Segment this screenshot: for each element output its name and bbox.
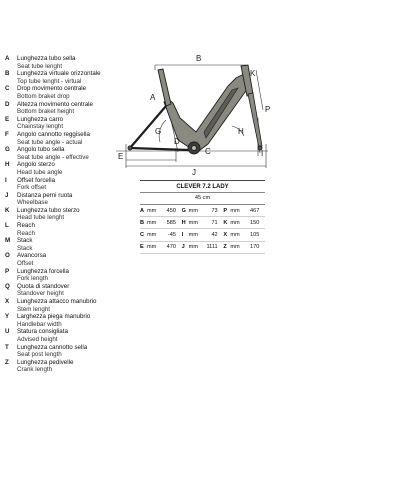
legend-letter: B — [5, 70, 10, 78]
legend-english-label: Bottom braket height — [17, 108, 75, 116]
legend-italian-label: Stack — [17, 237, 33, 245]
legend-italian-label: Lunghezza tubo sella — [17, 55, 76, 62]
cell-unit: mm — [188, 219, 198, 226]
legend-english-label: Seat tube angle - effective — [17, 153, 89, 161]
legend-letter: L — [5, 222, 9, 230]
table-row — [140, 229, 265, 241]
cell-letter: E — [140, 244, 144, 251]
legend-letter: M — [5, 237, 11, 245]
cell-unit: mm — [147, 219, 157, 226]
cell-unit: mm — [188, 244, 198, 251]
legend-italian-label: Offset forcella — [17, 176, 56, 184]
legend-text — [17, 237, 32, 252]
legend-letter: J — [5, 191, 9, 199]
legend-letter: C — [5, 85, 10, 93]
legend-item — [5, 252, 130, 267]
legend-text — [17, 268, 69, 283]
legend-text — [17, 146, 89, 161]
label-g: G — [155, 127, 162, 136]
legend-text — [17, 313, 90, 328]
legend-english-label: Fork offset — [17, 184, 47, 192]
legend-text — [17, 116, 63, 131]
bike-geometry-diagram — [108, 48, 283, 178]
legend-english-label: Chainstay lenght — [17, 123, 64, 131]
legend-letter: K — [5, 206, 10, 214]
legend-text — [17, 222, 35, 237]
cell-letter: Z — [223, 244, 227, 251]
bike-frame — [128, 65, 262, 154]
legend-text — [17, 207, 80, 222]
table-size: 45 cm — [194, 195, 211, 201]
cell-letter: I — [181, 231, 184, 238]
geometry-table — [140, 180, 265, 254]
legend-english-label: Seat tube angle - actual — [17, 138, 83, 146]
legend-letter: T — [5, 343, 9, 351]
seat-tube — [158, 69, 171, 106]
cell-value: 42 — [211, 231, 218, 238]
legend-english-label: Head tube lenght — [17, 214, 65, 222]
legend-english-label: Seat tube lenght — [17, 62, 63, 70]
legend-italian-label: Avancorsa — [17, 252, 47, 260]
legend-item — [5, 313, 130, 328]
cell-unit: mm — [230, 244, 240, 251]
legend-italian-label: Angolo sterzo — [17, 161, 55, 169]
legend-italian-label: Reach — [17, 222, 35, 230]
legend-letter: E — [5, 115, 10, 123]
legend-text — [17, 328, 68, 343]
table-cell — [140, 220, 182, 226]
legend-item — [5, 192, 130, 207]
table-cell — [182, 244, 224, 250]
legend-text — [17, 161, 62, 176]
legend-text — [17, 131, 90, 146]
legend-italian-label: Drop movimento centrale — [17, 85, 87, 93]
table-row — [140, 242, 265, 254]
cell-unit: mm — [188, 207, 198, 214]
legend-italian-label: Angolo cannotto reggisella — [17, 130, 90, 138]
legend-italian-label: Distanza perni ruota — [17, 191, 73, 199]
bottom-bracket-center — [192, 146, 197, 151]
legend-item — [5, 344, 130, 359]
legend-item — [5, 359, 130, 374]
legend-text — [17, 252, 46, 267]
legend-letter: D — [5, 100, 10, 108]
legend-letter: Z — [5, 358, 9, 366]
cell-value: 105 — [250, 231, 260, 238]
cell-value: 585 — [166, 219, 176, 226]
legend-italian-label: Lunghezza pedivelle — [17, 358, 74, 366]
legend-english-label: Top tube lenght - virtual — [17, 77, 82, 85]
legend-item — [5, 222, 130, 237]
legend-english-label: Bottom braket drop — [17, 92, 70, 100]
cell-letter: A — [140, 207, 145, 214]
cell-unit: mm — [230, 231, 240, 238]
legend-letter: Y — [5, 313, 10, 321]
legend-english-label: Advised height — [17, 335, 58, 343]
cell-letter: X — [223, 231, 228, 238]
legend-text — [17, 298, 96, 313]
legend-letter: X — [5, 298, 10, 305]
legend-english-label: Fork length — [17, 275, 48, 283]
table-cell — [182, 208, 224, 214]
legend-letter: H — [5, 161, 10, 169]
legend-italian-label: Lunghezza tubo sterzo — [17, 206, 80, 214]
legend-italian-label: Larghezza piega manubrio — [17, 313, 91, 321]
legend-letter: I — [5, 176, 7, 184]
cell-unit: mm — [147, 244, 157, 251]
legend-text — [17, 359, 73, 374]
legend-letter: O — [5, 252, 10, 260]
cell-letter: P — [223, 207, 228, 214]
label-k: K — [250, 69, 256, 78]
cell-letter: C — [140, 231, 145, 238]
legend-english-label: Offset — [17, 260, 34, 268]
table-cell — [223, 244, 265, 250]
legend-text — [17, 55, 75, 70]
cell-value: 73 — [211, 207, 218, 214]
label-j: J — [192, 168, 196, 177]
cell-value: -45 — [167, 231, 176, 238]
legend-english-label: Stack — [17, 244, 33, 252]
label-i: I — [261, 149, 264, 158]
legend-italian-label: Lunghezza forcella — [17, 267, 69, 275]
label-h: H — [238, 127, 244, 136]
legend-english-label: Standover height — [17, 290, 64, 298]
legend-english-label: Handlebar width — [17, 320, 62, 328]
table-cell — [140, 244, 182, 250]
legend-item — [5, 237, 130, 252]
legend-italian-label: Lunghezza virtuale orizzontale — [17, 70, 101, 78]
legend-letter: U — [5, 328, 10, 336]
label-p: P — [265, 105, 271, 114]
cell-value: 450 — [166, 207, 176, 214]
rear-axle — [128, 146, 132, 150]
table-cell — [223, 232, 265, 238]
cell-unit: mm — [188, 231, 198, 238]
legend-item — [5, 283, 130, 298]
legend-item — [5, 207, 130, 222]
legend-item — [5, 328, 130, 343]
legend-text — [17, 283, 69, 298]
legend-text — [17, 101, 93, 116]
cell-letter: H — [181, 219, 186, 226]
label-d: D — [174, 137, 180, 146]
legend-item — [5, 298, 130, 313]
table-cell — [223, 220, 265, 226]
legend-letter: F — [5, 130, 9, 138]
fork — [248, 93, 262, 148]
legend-italian-label: Statura consigliata — [17, 328, 68, 336]
legend-letter: P — [5, 267, 10, 275]
cell-unit: mm — [230, 207, 240, 214]
table-cell — [182, 232, 224, 238]
cell-value: 467 — [250, 207, 260, 214]
legend-item — [5, 268, 130, 283]
cell-value: 470 — [166, 244, 176, 251]
cell-unit: mm — [147, 231, 157, 238]
table-cell — [182, 220, 224, 226]
cell-value: 1111 — [206, 244, 218, 251]
table-title: CLEVER 7.2 LADY — [176, 184, 229, 190]
legend-text — [17, 177, 55, 192]
legend-italian-label: Altezza movimento centrale — [17, 100, 94, 108]
legend-english-label: Wheelbase — [17, 199, 48, 207]
legend-english-label: Reach — [17, 229, 35, 237]
legend-italian-label: Angolo tubo sella — [17, 146, 65, 154]
legend-english-label: Seat post length — [17, 351, 62, 359]
legend-italian-label: Lunghezza cannotto sella — [17, 343, 88, 351]
legend-item — [5, 177, 130, 192]
legend-text — [17, 192, 72, 207]
table-cell — [223, 208, 265, 214]
legend-text — [17, 344, 87, 359]
legend-letter: G — [5, 146, 10, 154]
cell-value: 150 — [250, 219, 260, 226]
cell-value: 71 — [211, 219, 218, 226]
table-cell — [140, 232, 182, 238]
cell-letter: K — [223, 219, 228, 226]
table-body — [140, 205, 265, 254]
cell-unit: mm — [230, 219, 240, 226]
legend-italian-label: Lunghezza attacco manubrio — [17, 298, 97, 305]
label-b: B — [196, 54, 202, 63]
label-c: C — [205, 147, 211, 156]
cell-letter: J — [181, 244, 185, 251]
table-cell — [140, 208, 182, 214]
legend-italian-label: Lunghezza carro — [17, 115, 64, 123]
dim-line-p — [256, 70, 263, 110]
legend-english-label: Stem lenght — [17, 305, 51, 313]
table-row — [140, 205, 265, 217]
cell-letter: B — [140, 219, 145, 226]
legend-italian-label: Quota di standover — [17, 282, 70, 290]
label-a: A — [150, 93, 156, 102]
table-row — [140, 217, 265, 229]
legend-english-label: Crank length — [17, 366, 53, 374]
cell-unit: mm — [147, 207, 157, 214]
chainstay — [130, 148, 188, 150]
legend-text — [17, 85, 86, 100]
legend-letter: Q — [5, 282, 10, 290]
legend-english-label: Head tube angle — [17, 168, 63, 176]
cell-letter: G — [181, 207, 187, 214]
label-e: E — [118, 152, 124, 161]
cell-value: 170 — [250, 244, 260, 251]
legend-letter: A — [5, 55, 10, 62]
legend-text — [17, 70, 101, 85]
